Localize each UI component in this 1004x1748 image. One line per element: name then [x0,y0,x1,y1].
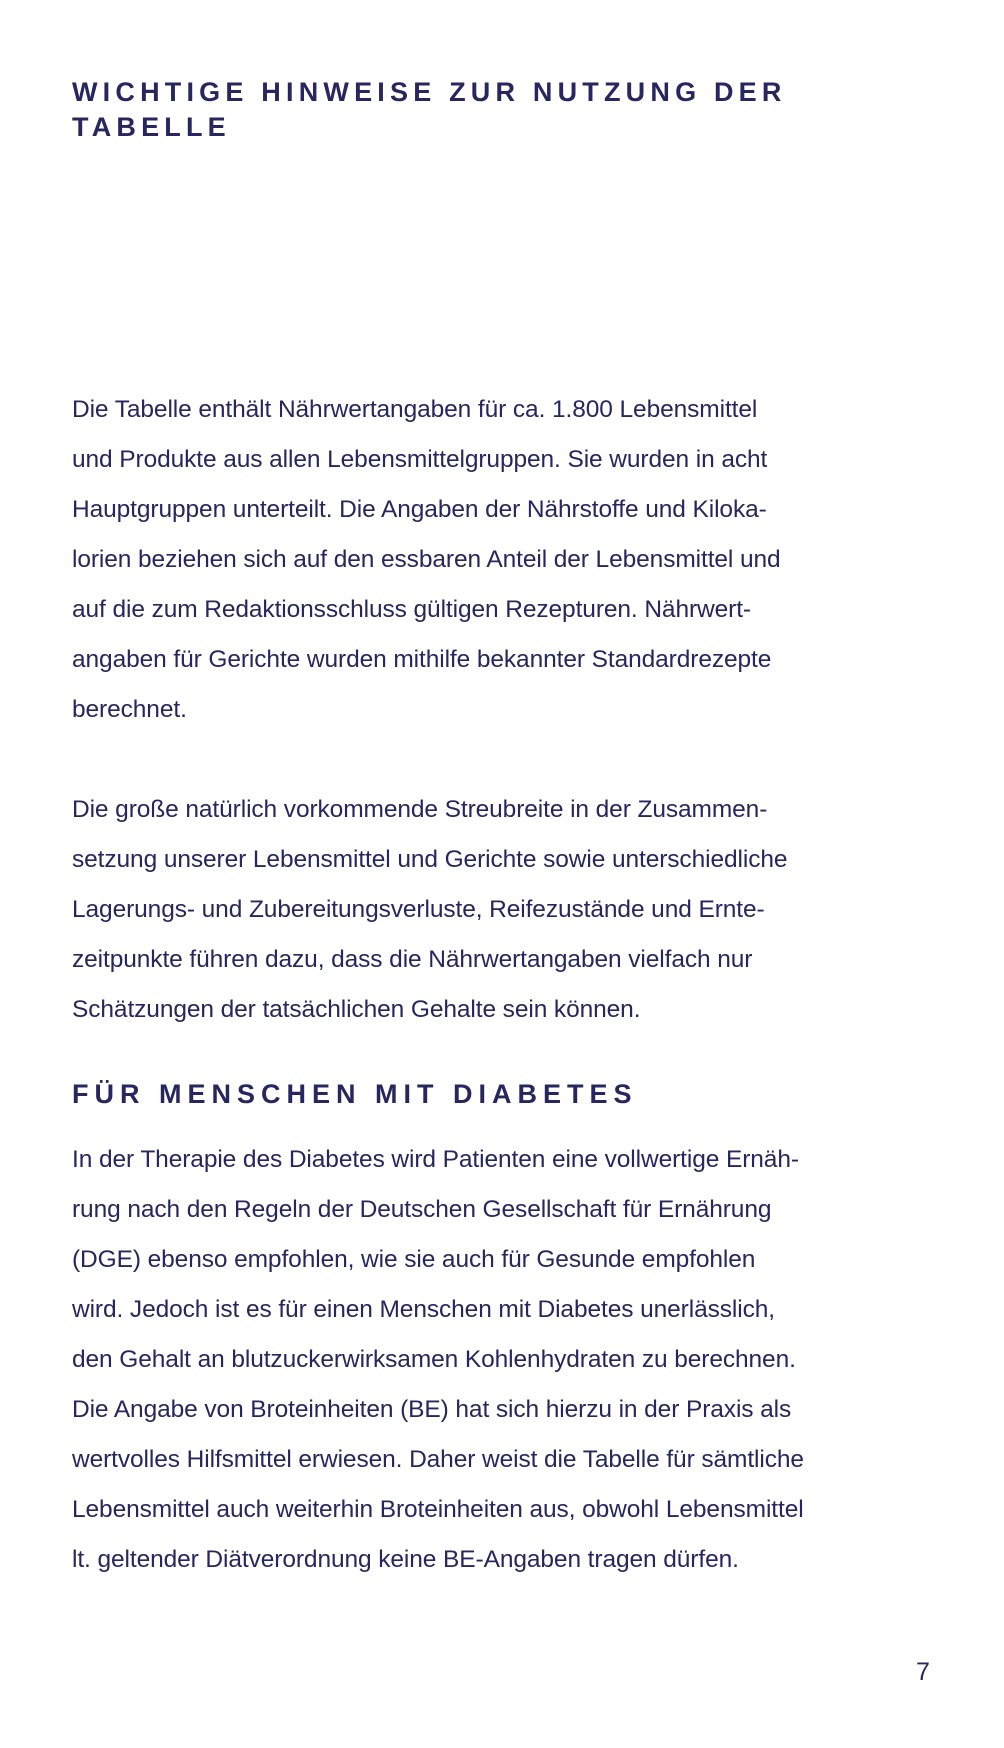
text-line: Die Angabe von Broteinheiten (BE) hat sich hierzu in der Praxis als [72,1396,792,1423]
text-line: auf die zum Redaktionsschluss gültigen Rezepturen. Nährwert- [72,596,751,623]
text-line: angaben für Gerichte wurden mithilfe bekannter Standardrezepte [72,646,772,673]
text-line: lorien beziehen sich auf den essbaren Anteil der Lebensmittel und [72,546,781,573]
diabetes-paragraph [72,1135,804,1585]
text-line: wird. Jedoch ist es für einen Menschen mit Diabetes unerlässlich, [72,1296,775,1323]
page-title [72,75,787,145]
text-line: den Gehalt an blutzuckerwirksamen Kohlenhydraten zu berechnen. [72,1346,796,1373]
text-line: berechnet. [72,696,187,723]
text-line: (DGE) ebenso empfohlen, wie sie auch für Gesunde empfohlen [72,1246,756,1273]
text-line: Lagerungs- und Zubereitungsverluste, Reifezustände und Ernte- [72,896,765,923]
text-line: Schätzungen der tatsächlichen Gehalte sein können. [72,996,641,1023]
text-line: Hauptgruppen unterteilt. Die Angaben der Nährstoffe und Kiloka- [72,496,767,523]
variance-paragraph [72,785,787,1035]
text-line: Die große natürlich vorkommende Streubreite in der Zusammen- [72,796,768,823]
page-title-line: TABELLE [72,112,231,142]
section-heading: FÜR MENSCHEN MIT DIABETES [72,1079,638,1109]
page-title-line: WICHTIGE HINWEISE ZUR NUTZUNG DER [72,77,787,107]
text-line: setzung unserer Lebensmittel und Gerichte sowie unterschiedliche [72,846,788,873]
text-line: und Produkte aus allen Lebensmittelgruppen. Sie wurden in acht [72,446,768,473]
text-line: Lebensmittel auch weiterhin Broteinheiten aus, obwohl Lebensmittel [72,1496,804,1523]
text-line: wertvolles Hilfsmittel erwiesen. Daher weist die Tabelle für sämtliche [72,1446,804,1473]
text-line: lt. geltender Diätverordnung keine BE-Angaben tragen dürfen. [72,1546,739,1573]
text-line: Die Tabelle enthält Nährwertangaben für ca. 1.800 Lebensmittel [72,396,758,423]
text-line: In der Therapie des Diabetes wird Patienten eine vollwertige Ernäh- [72,1146,799,1173]
text-line: zeitpunkte führen dazu, dass die Nährwertangaben vielfach nur [72,946,753,973]
intro-paragraph [72,385,781,735]
page-number: 7 [916,1658,930,1686]
text-line: rung nach den Regeln der Deutschen Gesellschaft für Ernährung [72,1196,772,1223]
